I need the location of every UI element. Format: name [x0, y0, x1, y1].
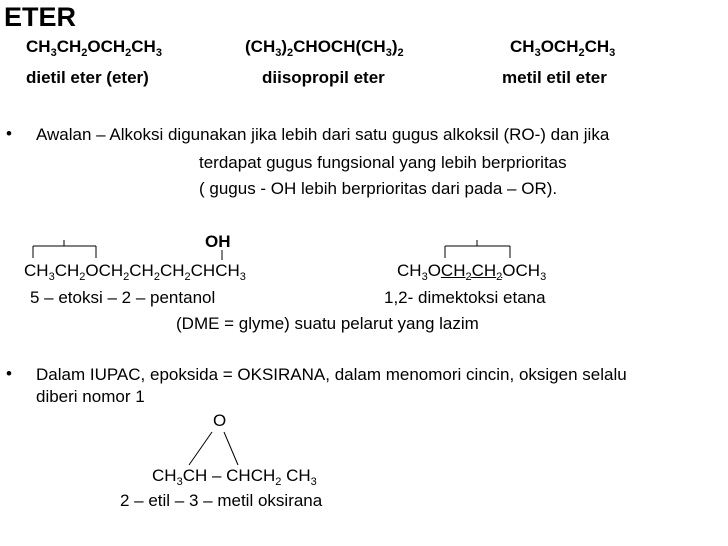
- bullet1-line2: terdapat gugus fungsional yang lebih berprioritas: [199, 153, 567, 172]
- name-dme: 1,2- dimektoksi etana: [384, 288, 546, 307]
- name-methyl-ethyl-ether: metil etil eter: [502, 68, 607, 87]
- formula-methyl-ethyl-ether: $CH_3OCH_2CH_3$: [510, 37, 616, 59]
- slide-title: ETER: [4, 2, 77, 32]
- dme-bracket: [445, 240, 510, 258]
- epoxide-bond-right: [224, 432, 238, 465]
- epoxide-oxygen-label: O: [213, 411, 227, 430]
- epoxide-bond-left: [189, 432, 212, 465]
- name-diethyl-ether: dietil eter (eter): [26, 68, 149, 87]
- formula-diethyl-ether: $CH_3CH_2OCH_2CH_3$: [26, 37, 162, 59]
- bullet-marker: •: [6, 364, 12, 383]
- bullet1-line1: Awalan – Alkoksi digunakan jika lebih dari satu gugus alkoksil (RO-) dan jika: [36, 125, 610, 144]
- name-epoxide: 2 – etil – 3 – metil oksirana: [120, 491, 323, 510]
- name-diisopropyl-ether: diisopropil eter: [262, 68, 385, 87]
- formula-epoxide: $CH_3CH$ – $CHCH_2$ $CH_3$: [152, 466, 317, 488]
- ethoxy-bracket: [33, 240, 96, 258]
- bullet2-line1: Dalam IUPAC, epoksida = OKSIRANA, dalam menomori cincin, oksigen selalu: [36, 365, 627, 384]
- bullet1-line3: ( gugus - OH lebih berprioritas dari pada – OR).: [199, 179, 558, 198]
- bullet2-line2: diberi nomor 1: [36, 387, 145, 406]
- formula-diisopropyl-ether: $(CH_3)_2CHOCH(CH_3)_2$: [245, 37, 404, 59]
- hydroxyl-label: OH: [205, 232, 231, 251]
- formula-ethoxy-pentanol: $CH_3CH_2OCH_2CH_2CH_2CHCH_3$: [24, 261, 246, 283]
- formula-dme: $CH_3OCH_2CH_2OCH_3$: [397, 261, 547, 283]
- dme-note: (DME = glyme) suatu pelarut yang lazim: [176, 314, 479, 333]
- name-ethoxy-pentanol: 5 – etoksi – 2 – pentanol: [30, 288, 216, 307]
- bullet-marker: •: [6, 124, 12, 143]
